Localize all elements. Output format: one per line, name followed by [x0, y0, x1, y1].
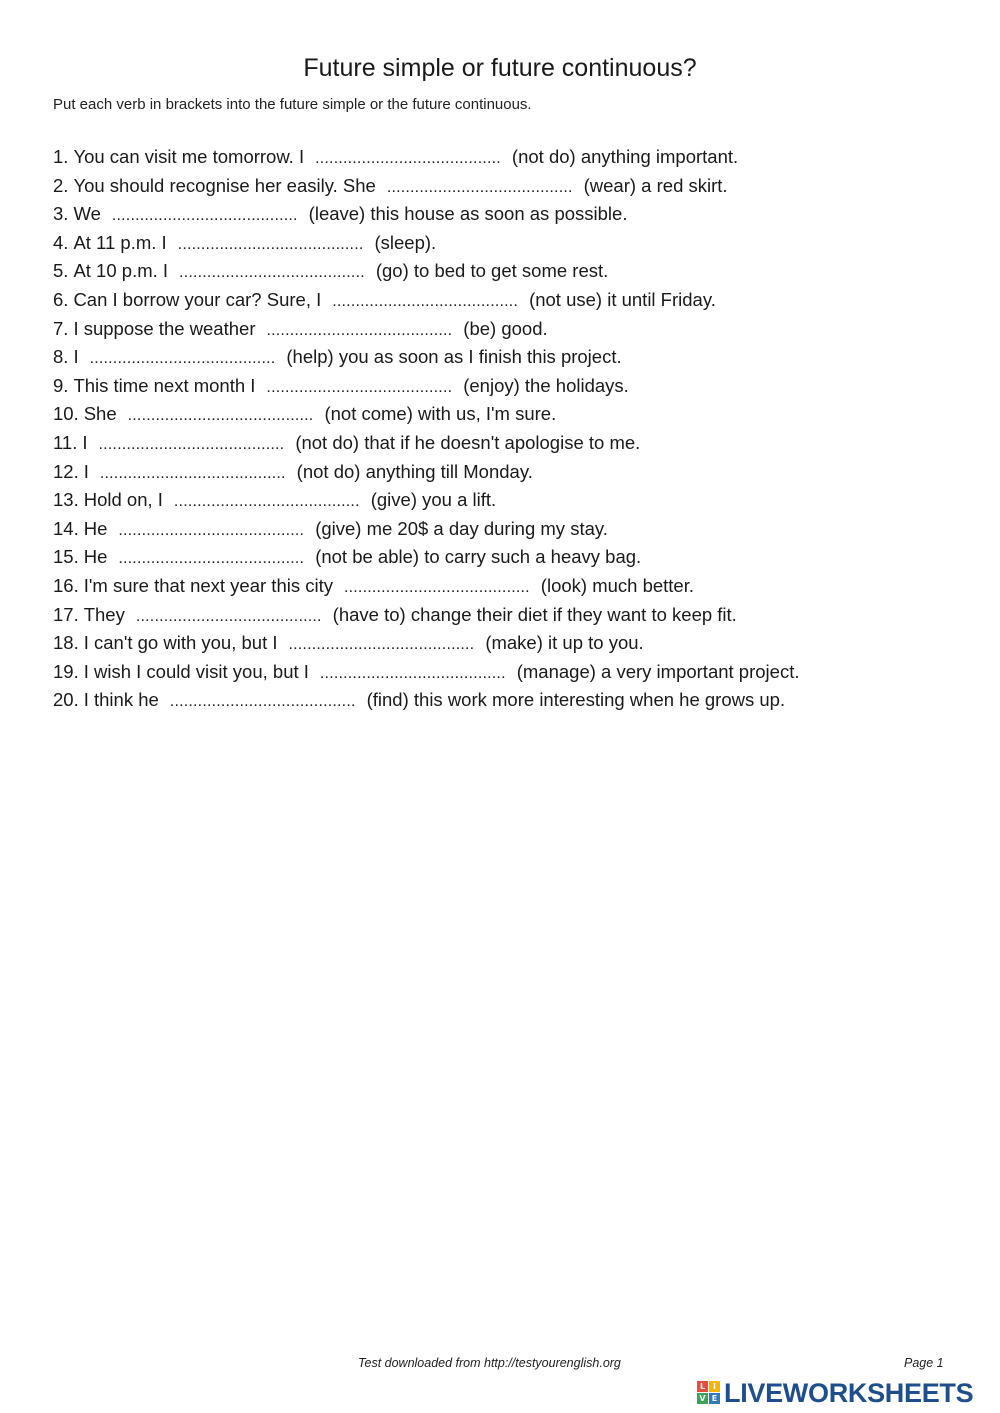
question-number: 2.: [53, 174, 69, 196]
question-text-after: (not do) anything till Monday.: [296, 460, 533, 482]
question-text-before: I: [73, 346, 79, 368]
question-item: [53, 458, 953, 487]
question-item: [53, 343, 953, 372]
question-number: 7.: [53, 317, 69, 339]
question-text-before: I think he: [83, 689, 159, 711]
answer-blank[interactable]: ........................................: [111, 207, 298, 225]
answer-blank[interactable]: ........................................: [332, 292, 519, 310]
question-text-after: (be) good.: [463, 317, 548, 339]
question-number: 12.: [53, 460, 79, 482]
question-text-before: I suppose the weather: [73, 317, 256, 339]
question-text-after: (not use) it until Friday.: [529, 288, 716, 310]
question-item: [53, 629, 953, 658]
question-item: [53, 515, 953, 544]
icon-letter-i: I: [709, 1381, 720, 1392]
question-item: [53, 372, 953, 401]
question-text-after: (make) it up to you.: [485, 632, 644, 654]
question-number: 11.: [53, 431, 78, 453]
icon-letter-l: L: [697, 1381, 708, 1392]
question-text-before: I can't go with you, but I: [83, 632, 278, 654]
question-text-after: (give) me 20$ a day during my stay.: [315, 517, 608, 539]
question-list: [53, 143, 953, 715]
question-text-before: I'm sure that next year this city: [83, 574, 333, 596]
question-item: [53, 572, 953, 601]
question-item: [53, 601, 953, 630]
question-text-after: (enjoy) the holidays.: [463, 374, 629, 396]
question-text-after: (give) you a lift.: [370, 489, 497, 511]
question-number: 20.: [53, 689, 79, 711]
question-text-before: You should recognise her easily. She: [73, 174, 376, 196]
answer-blank[interactable]: ........................................: [319, 664, 506, 682]
question-item: [53, 686, 953, 715]
answer-blank[interactable]: ........................................: [99, 464, 286, 482]
question-number: 4.: [53, 231, 69, 253]
question-text-before: At 10 p.m. I: [73, 260, 169, 282]
question-item: [53, 172, 953, 201]
question-text-after: (find) this work more interesting when he grows up.: [366, 689, 786, 711]
question-text-before: He: [83, 546, 108, 568]
answer-blank[interactable]: ........................................: [266, 321, 453, 339]
question-item: [53, 257, 953, 286]
answer-blank[interactable]: ........................................: [179, 264, 365, 282]
question-text-before: She: [83, 403, 117, 425]
question-text-after: (not come) with us, I'm sure.: [324, 403, 557, 425]
question-item: [53, 286, 953, 315]
answer-blank[interactable]: ........................................: [288, 636, 475, 654]
brand-logo: [697, 1378, 973, 1408]
question-text-before: They: [83, 603, 125, 625]
question-text-before: I wish I could visit you, but I: [83, 660, 309, 682]
question-text-before: At 11 p.m. I: [73, 231, 167, 253]
question-item: [53, 143, 953, 172]
question-text-after: (leave) this house as soon as possible.: [308, 203, 628, 225]
answer-blank[interactable]: ........................................: [173, 493, 360, 511]
question-text-before: You can visit me tomorrow. I: [73, 146, 305, 167]
answer-blank[interactable]: ........................................: [266, 378, 453, 396]
question-number: 5.: [53, 260, 69, 282]
question-text-before: We: [73, 203, 101, 225]
question-text-after: (sleep).: [374, 231, 437, 253]
question-number: 8.: [53, 346, 69, 368]
page-number: Page 1: [904, 1356, 944, 1370]
question-text-before: I: [82, 431, 88, 453]
question-item: [53, 429, 953, 458]
question-text-after: (look) much better.: [540, 574, 694, 596]
question-number: 1.: [53, 146, 69, 167]
question-item: [53, 400, 953, 429]
question-number: 6.: [53, 288, 69, 310]
question-item: [53, 658, 953, 687]
question-number: 19.: [53, 660, 79, 682]
answer-blank[interactable]: ........................................: [386, 178, 573, 196]
answer-blank[interactable]: ........................................: [169, 693, 356, 711]
question-text-after: (go) to bed to get some rest.: [375, 260, 609, 282]
question-number: 14.: [53, 517, 79, 539]
brand-name: LIVEWORKSHEETS: [724, 1377, 974, 1408]
question-text-after: (wear) a red skirt.: [583, 174, 728, 196]
question-item: [53, 486, 953, 515]
question-number: 9.: [53, 374, 69, 396]
question-text-before: Can I borrow your car? Sure, I: [73, 288, 322, 310]
question-text-before: I: [83, 460, 89, 482]
answer-blank[interactable]: ........................................: [118, 550, 305, 568]
question-number: 10.: [53, 403, 79, 425]
icon-letter-e: E: [709, 1393, 720, 1404]
liveworksheets-icon: [697, 1381, 721, 1405]
question-item: [53, 543, 953, 572]
question-text-before: He: [83, 517, 108, 539]
question-text-after: (not do) anything important.: [511, 146, 739, 167]
question-text-after: (not be able) to carry such a heavy bag.: [315, 546, 642, 568]
question-text-after: (not do) that if he doesn't apologise to me.: [295, 431, 641, 453]
icon-letter-v: V: [697, 1393, 708, 1404]
answer-blank[interactable]: ........................................: [315, 150, 501, 167]
instructions: Put each verb in brackets into the future simple or the future continuous.: [53, 96, 532, 113]
answer-blank[interactable]: ........................................: [89, 350, 276, 368]
question-number: 3.: [53, 203, 69, 225]
answer-blank[interactable]: ........................................: [343, 578, 530, 596]
question-number: 15.: [53, 546, 79, 568]
answer-blank[interactable]: ........................................: [98, 435, 285, 453]
answer-blank[interactable]: ........................................: [177, 235, 364, 253]
question-text-after: (manage) a very important project.: [516, 660, 800, 682]
question-item: [53, 229, 953, 258]
question-text-before: This time next month I: [73, 374, 256, 396]
question-number: 18.: [53, 632, 79, 654]
footer-source: Test downloaded from http://testyourenglish.org: [358, 1356, 621, 1370]
page-title: Future simple or future continuous?: [303, 54, 697, 82]
question-text-after: (help) you as soon as I finish this project.: [286, 346, 622, 368]
question-number: 13.: [53, 489, 79, 511]
answer-blank[interactable]: ........................................: [118, 521, 305, 539]
question-text-before: Hold on, I: [83, 489, 163, 511]
question-item: [53, 315, 953, 344]
question-number: 16.: [53, 574, 79, 596]
answer-blank[interactable]: ........................................: [135, 607, 322, 625]
question-text-after: (have to) change their diet if they want to keep fit.: [332, 603, 737, 625]
question-item: [53, 200, 953, 229]
answer-blank[interactable]: ........................................: [127, 407, 314, 425]
question-number: 17.: [53, 603, 79, 625]
